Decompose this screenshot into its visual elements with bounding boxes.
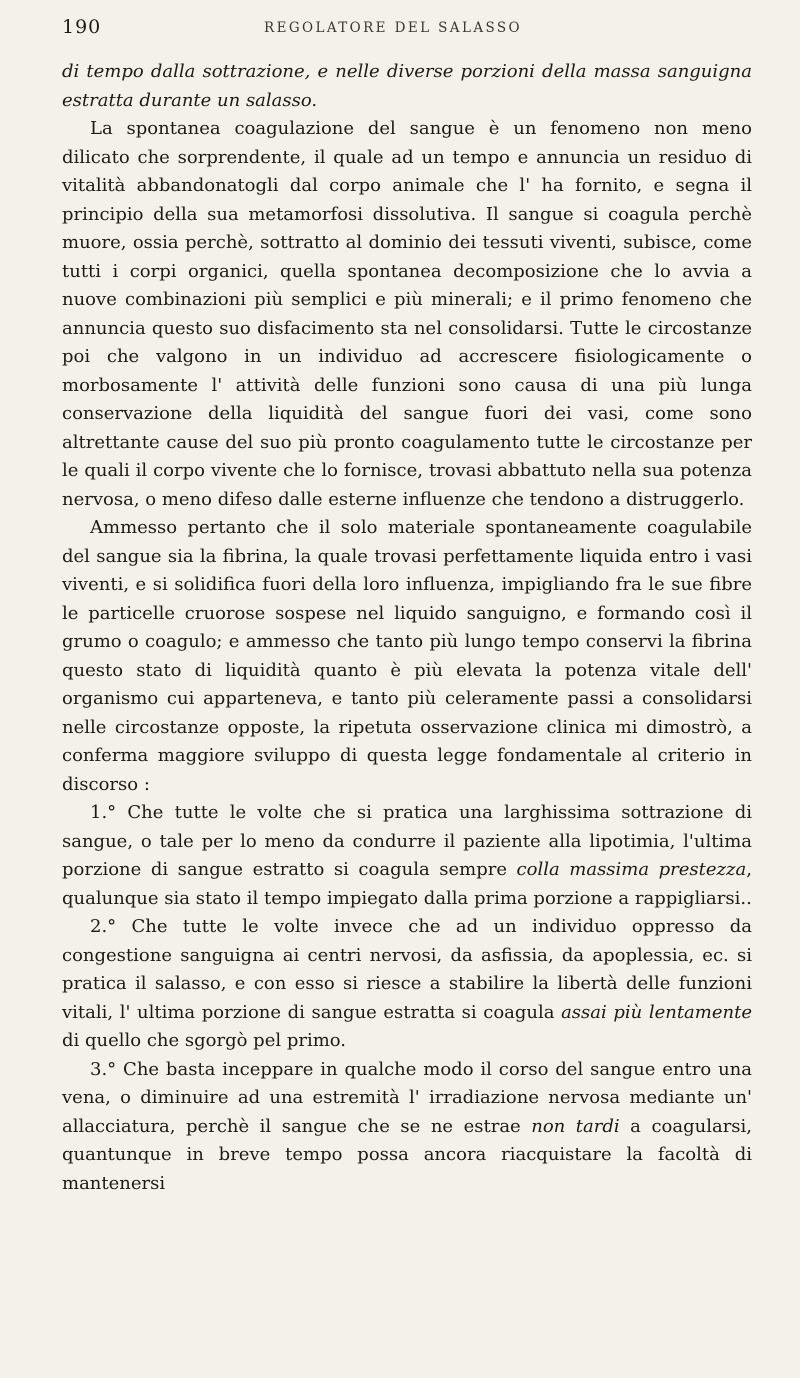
item-3-text-end: a coagularsi, quantunque in breve tempo possa ancora riacquistare la facoltà di mantenersi bbox=[62, 1115, 753, 1194]
section-title: di tempo dalla sottrazione, e nelle diverse porzioni della massa sanguigna estratta durante un salasso. bbox=[62, 61, 752, 111]
item-2-text: 2.° Che tutte le volte invece che ad un individuo oppresso da congestione sanguigna ai centri nervosi, da asfissia, da apoplessia, ec. si pratica il salasso, e con esso si riesce a stabilire la libertà delle funzioni vitali, l' ultima porzione di sangue estratta si coagula bbox=[62, 916, 752, 1023]
list-item-1 bbox=[62, 799, 752, 913]
list-item-2 bbox=[62, 913, 752, 1056]
item-1-text: 1.° Che tutte le volte che si pratica una larghissima sottrazione di sangue, o tale per lo meno da condurre il paziente alla lipotimia, l'ultima porzione di sangue estratto si coagula sempre bbox=[62, 802, 752, 880]
item-2-text-end: di quello che sgorgò pel primo. bbox=[62, 1030, 347, 1051]
page-number: 190 bbox=[62, 16, 102, 38]
item-3-emphasis: non tardi bbox=[531, 1115, 620, 1137]
list-item-3 bbox=[62, 1056, 752, 1199]
item-1-emphasis: colla massima prestezza bbox=[516, 859, 747, 880]
running-head: REGOLATORE DEL SALASSO bbox=[264, 20, 523, 36]
item-2-emphasis: assai più lentamente bbox=[561, 1001, 752, 1023]
paragraph-2: Ammesso pertanto che il solo materiale spontaneamente coagulabile del sangue sia la fibrina, la quale trovasi perfettamente liquida entro i vasi viventi, e si solidifica fuori della loro influenza, impigliando fra le sue fibre le particelle cruorose sospese nel liquido sanguigno, e formando così il grumo o coagulo; e ammesso che tanto più lungo tempo conservi la fibrina questo stato di liquidità quanto è più elevata la potenza vitale dell' organismo cui apparteneva, e tanto più celeramente passi a consolidarsi nelle circostanze opposte, la ripetuta osservazione clinica mi dimostrò, a conferma maggiore sviluppo di questa legge fondamentale al criterio in discorso : bbox=[62, 517, 752, 795]
page-header bbox=[62, 16, 752, 46]
item-1-text-end: , qualunque sia stato il tempo impiegato dalla prima porzione a rappigliarsi.. bbox=[62, 859, 752, 909]
paragraph-1: La spontanea coagulazione del sangue è un fenomeno non meno dilicato che sorprendente, il quale ad un tempo e annuncia un residuo di vitalità abbandonatogli dal corpo animale che l' ha fornito, e segna il principio della sua metamorfosi dissolutiva. Il sangue si coagula perchè muore, ossia perchè, sottratto al dominio dei tessuti viventi, subisce, come tutti i corpi organici, quella spontanea decomposizione che lo avvia a nuove combinazioni più semplici e più minerali; e il primo fenomeno che annuncia questo suo disfacimento sta nel consolidarsi. Tutte le circostanze poi che valgono in un individuo ad accrescere fisiologicamente o morbosamente l' attività delle funzioni sono causa di una più lunga conservazione della liquidità del sangue fuori dei vasi, come sono altrettante cause del suo più pronto coagulamento tutte le circostanze per le quali il corpo vivente che lo fornisce, trovasi abbattuto nella sua potenza nervosa, o meno difeso dalle esterne influenze che tendono a distruggerlo. bbox=[62, 118, 752, 510]
item-3-text: 3.° Che basta inceppare in qualche modo il corso del sangue entro una vena, o diminuire ad una estremità l' irradiazione nervosa mediante un' allacciatura, perchè il sangue che se ne estrae bbox=[62, 1058, 752, 1137]
body-text bbox=[62, 58, 752, 1198]
